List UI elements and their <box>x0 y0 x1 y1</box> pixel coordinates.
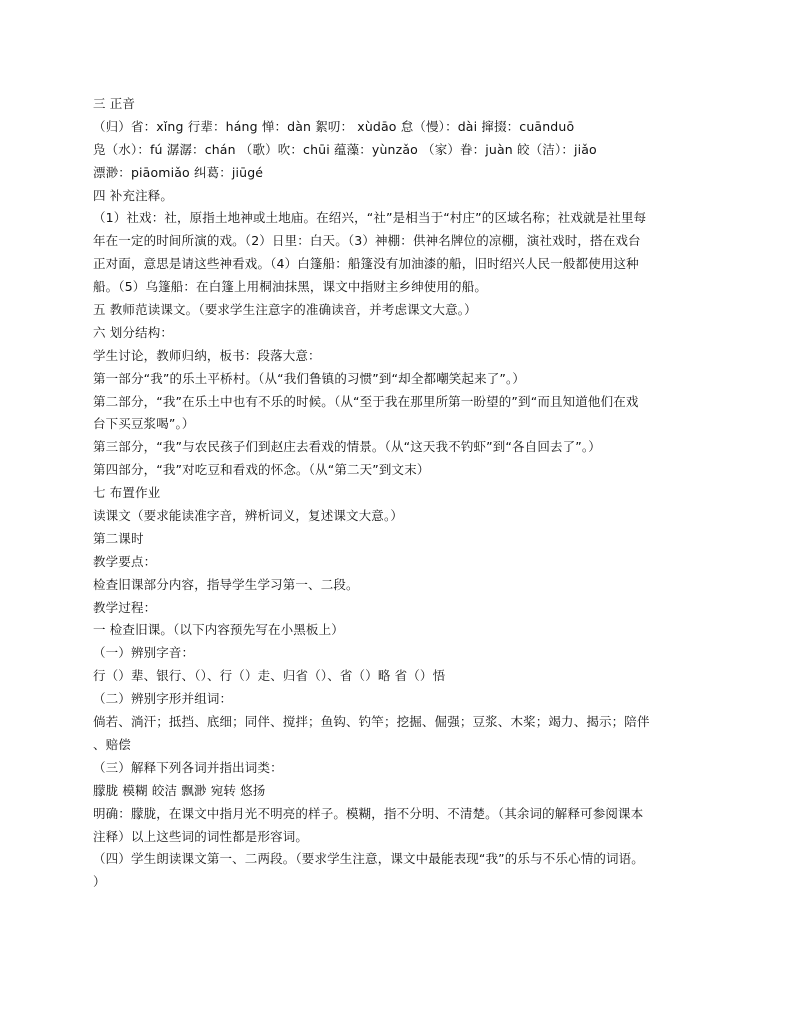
structure-part-1: 第一部分“我”的乐土平桥村。（从“我们鲁镇的习惯”到“却全都嘲笑起来了”。） <box>93 370 526 386</box>
section-heading-structure: 六 划分结构： <box>93 324 174 340</box>
section-heading-homework: 七 布置作业 <box>93 485 161 501</box>
pronunciation-line-3: 漂渺：piāomiǎo 纠葛：jiūgé <box>93 164 264 180</box>
section-heading-pronunciation: 三 正音 <box>93 96 136 111</box>
structure-part-4: 第四部分，“我”对吃豆和看戏的怀念。（从“第二天”到文末） <box>93 462 430 478</box>
review-item-2-content: 倘若、淌汗；抵挡、底细；同伴、搅拌；鱼钩、钓竿；挖掘、倔强；豆浆、木桨；竭力、揭示；陪伴 <box>93 714 650 730</box>
teaching-process-label: 教学过程： <box>93 599 157 615</box>
review-item-4: （四）学生朗读课文第一、二两段。（要求学生注意，课文中最能表现“我”的乐与不乐心情的词语。 <box>93 851 644 867</box>
document-page <box>93 93 713 894</box>
review-item-3-words: 朦胧 模糊 皎洁 飘渺 宛转 悠扬 <box>93 782 266 798</box>
review-item-3-explanation-cont: 注释）以上这些词的词性都是形容词。 <box>93 828 309 844</box>
review-item-1-heading: （一）辨别字音： <box>93 645 195 661</box>
notes-line-4: 船。（5）乌篷船：在白篷上用桐油抹黑，课文中指财主乡绅使用的船。 <box>93 279 488 295</box>
review-item-4-cont: ） <box>93 874 106 890</box>
review-item-1-content: 行（）辈、银行、（）、行（）走、归省（）、省（）略 省（）悟 <box>93 668 446 684</box>
review-item-3-heading: （三）解释下列各词并指出词类： <box>93 759 283 775</box>
structure-intro: 学生讨论，教师归纳，板书：段落大意： <box>93 347 321 363</box>
review-item-3-explanation: 明确：朦胧，在课文中指月光不明亮的样子。模糊，指不分明、不清楚。（其余词的解释可参阅课本 <box>93 805 644 821</box>
section-heading-notes: 四 补充注释。 <box>93 187 174 203</box>
review-heading: 一 检查旧课。（以下内容预先写在小黑板上） <box>93 622 344 638</box>
review-item-2-content-cont: 、赔偿 <box>93 736 131 752</box>
pronunciation-line-2: 凫（水）：fú 潺潺：chán （歌）吹：chūi 蕴藻：yùnzǎo （家）眷：juàn 皎（洁）：jiǎo <box>93 141 597 157</box>
structure-part-2-cont: 台下买豆浆喝”。） <box>93 416 195 432</box>
pronunciation-line-1: （归）省：xǐng 行辈：háng 惮：dàn 絮叨： xùdāo 怠（慢）：dài 撺掇：cuānduō <box>93 118 575 134</box>
notes-line-3: 正对面，意思是请这些神看戏。（4）白篷船：船篷没有加油漆的船，旧时绍兴人民一般都使用这种 <box>93 256 639 272</box>
review-item-2-heading: （二）辨别字形并组词： <box>93 691 233 707</box>
notes-line-1: （1）社戏：社，原指土地神或土地庙。在绍兴，“社”是相当于“村庄”的区域名称；社戏就是社里每 <box>93 210 647 226</box>
notes-line-2: 年在一定的时间所演的戏。（2）日里：白天。（3）神棚：供神名牌位的凉棚，演社戏时，搭在戏台 <box>93 233 641 249</box>
teaching-points-text: 检查旧课部分内容，指导学生学习第一、二段。 <box>93 576 359 592</box>
structure-part-2: 第二部分，“我”在乐土中也有不乐的时候。（从“至于我在那里所第一盼望的”到“而且知道他们在戏 <box>93 393 639 409</box>
second-lesson-title: 第二课时 <box>93 530 144 546</box>
homework-text: 读课文（要求能读准字音，辨析词义，复述课文大意。） <box>93 508 404 524</box>
structure-part-3: 第三部分，“我”与农民孩子们到赵庄去看戏的情景。（从“这天我不钓虾”到“各自回去了”。） <box>93 439 601 455</box>
section-heading-reading: 五 教师范读课文。（要求学生注意字的准确读音，并考虑课文大意。） <box>93 302 477 318</box>
teaching-points-label: 教学要点： <box>93 553 157 569</box>
